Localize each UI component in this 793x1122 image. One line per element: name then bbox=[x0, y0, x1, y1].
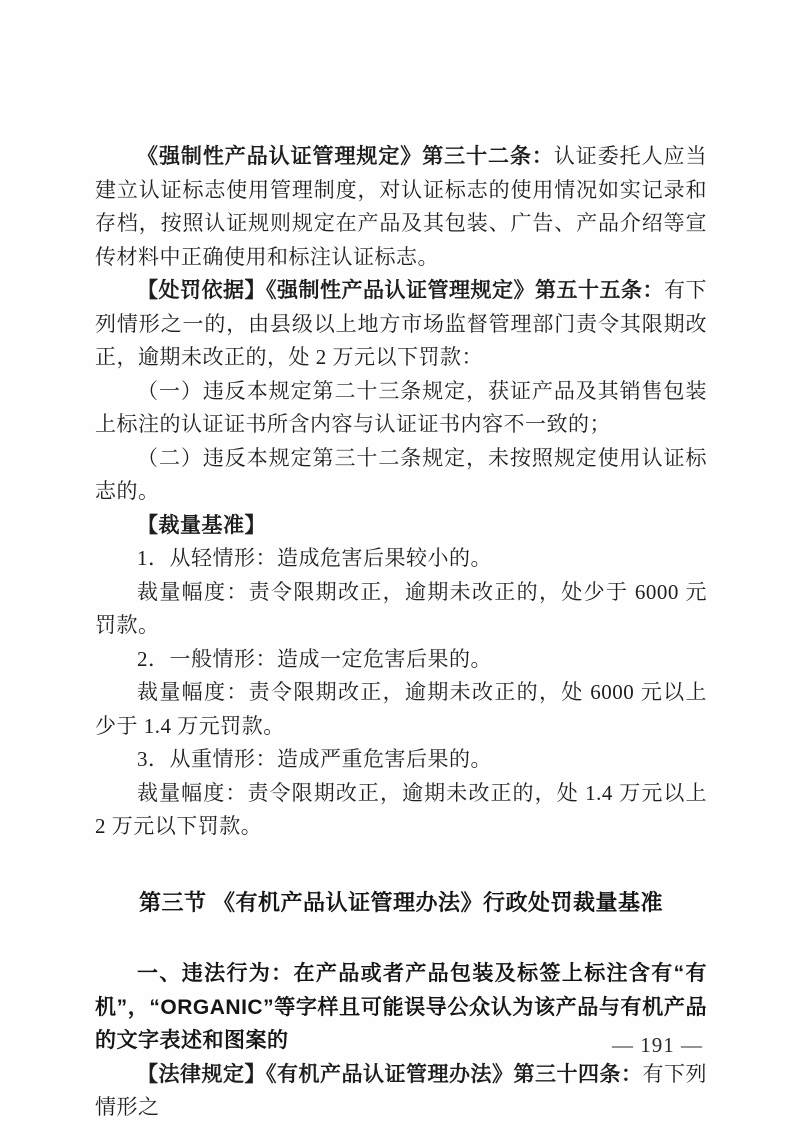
paragraph-severe-range bbox=[95, 777, 707, 844]
paragraph-text: 认证委托人应当建立认证标志使用管理制度，对认证标志的使用情况如实记录和存档，按照认证规则规定在产品及其包装、广告、产品介绍等宣传材料中正确使用和标注认证标志。 bbox=[95, 144, 707, 269]
paragraph-text: 裁量幅度：责令限期改正，逾期未改正的，处 1.4 万元以上 2 万元以下罚款。 bbox=[95, 780, 707, 838]
paragraph-item-1 bbox=[95, 375, 707, 442]
paragraph-general-case bbox=[95, 643, 707, 677]
article-reference: 《强制性产品认证管理规定》第三十二条： bbox=[137, 144, 554, 168]
article-reference: 【法律规定】《有机产品认证管理办法》第三十四条： bbox=[137, 1061, 643, 1086]
paragraph-text: 裁量幅度：责令限期改正，逾期未改正的，处 6000 元以上少于 1.4 万元罚款。 bbox=[95, 680, 707, 738]
page-number: — 191 — bbox=[612, 1033, 703, 1057]
paragraph-text: 有下列情形之一的，由县级以上地方市场监督管理部门责令其限期改正，逾期未改正的，处 2 万元以下罚款： bbox=[95, 278, 707, 369]
paragraph-text: 有下列情形之 bbox=[95, 1061, 707, 1119]
paragraph-severe-case bbox=[95, 743, 707, 777]
paragraph-text: 2．一般情形：造成一定危害后果的。 bbox=[137, 646, 492, 671]
violation-heading: 一、违法行为：在产品或者产品包装及标签上标注含有“有机”，“ORGANIC”等字样且可能误导公众认为该产品与有机产品的文字表述和图案的 bbox=[95, 962, 707, 1052]
paragraph-article-32 bbox=[95, 140, 707, 274]
paragraph-legal-basis bbox=[95, 1058, 707, 1122]
paragraph-text: 3．从重情形：造成严重危害后果的。 bbox=[137, 747, 492, 771]
section-heading: 第三节 《有机产品认证管理办法》行政处罚裁量基准 bbox=[138, 889, 664, 915]
paragraph-text: （一）违反本规定第二十三条规定，获证产品及其销售包装上标注的认证证书所含内容与认证证书内容不一致的； bbox=[95, 378, 707, 436]
discretion-benchmark-label: 【裁量基准】 bbox=[137, 512, 266, 537]
paragraph-text: 1．从轻情形：造成危害后果较小的。 bbox=[137, 546, 492, 570]
paragraph-text: 裁量幅度：责令限期改正，逾期未改正的，处少于 6000 元罚款。 bbox=[95, 579, 707, 637]
paragraph-penalty-basis bbox=[95, 274, 707, 375]
paragraph-lenient-case bbox=[95, 542, 707, 576]
paragraph-discretion-heading bbox=[95, 509, 707, 543]
paragraph-item-2 bbox=[95, 442, 707, 509]
paragraph-lenient-range bbox=[95, 576, 707, 643]
paragraph-text: （二）违反本规定第三十二条规定，未按照规定使用认证标志的。 bbox=[95, 445, 707, 503]
document-content bbox=[95, 140, 707, 1122]
paragraph-general-range bbox=[95, 676, 707, 743]
article-reference: 【处罚依据】《强制性产品认证管理规定》第五十五条： bbox=[137, 278, 664, 302]
